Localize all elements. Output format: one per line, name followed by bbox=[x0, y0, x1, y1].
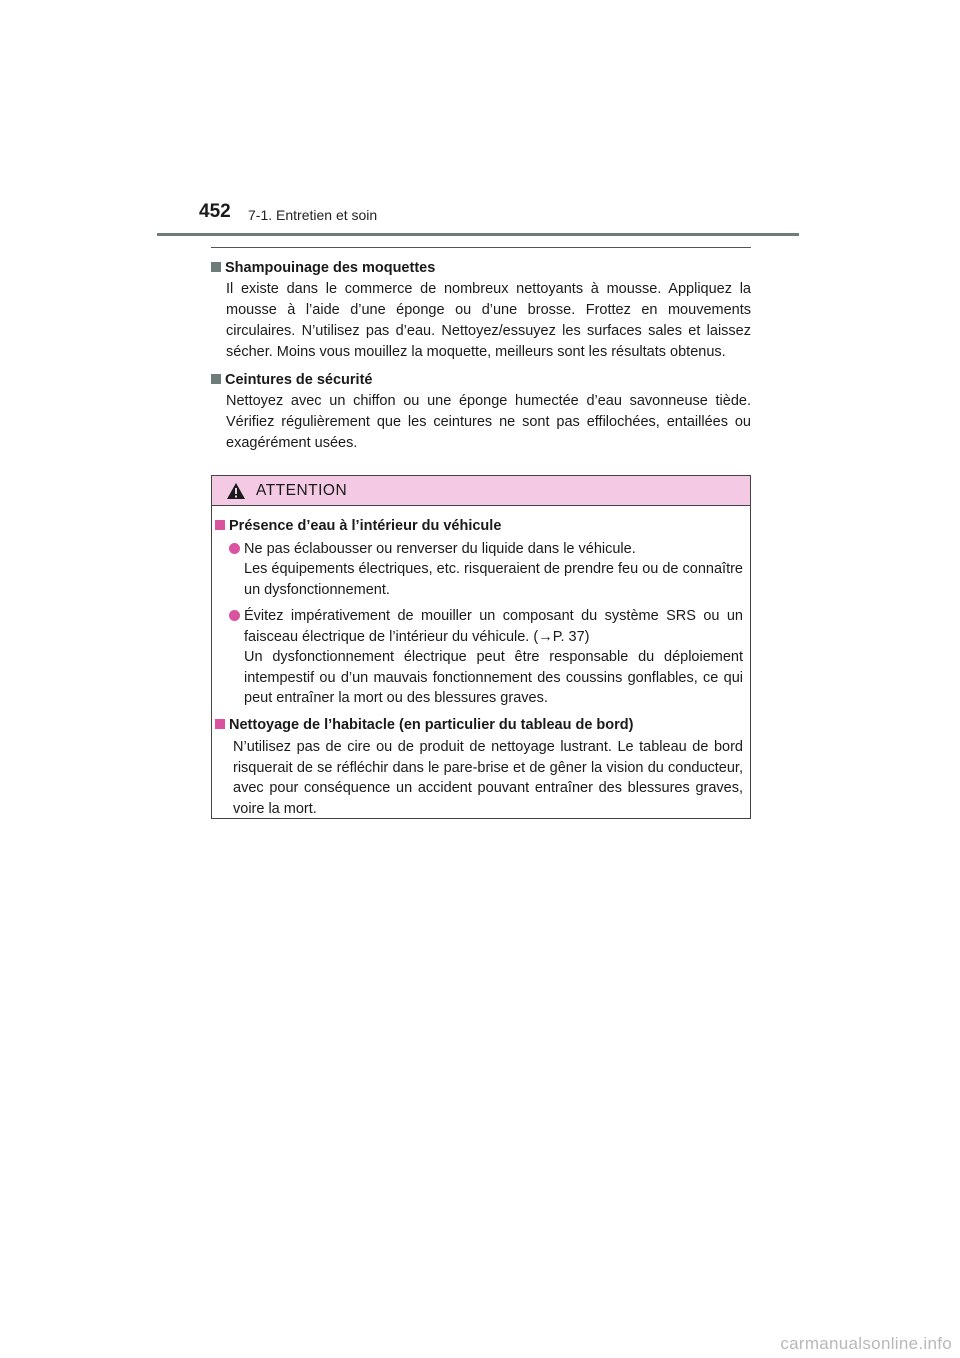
square-bullet-icon bbox=[211, 262, 221, 272]
warning-triangle-icon bbox=[226, 482, 246, 500]
page-number: 452 bbox=[199, 201, 231, 222]
bullet-line: Un dysfonctionnement électrique peut être responsable du déploiement intempestif ou d’un mauvais fonctionnement des coussins gonflables, ce qui peut entraîner la mort ou des blessures graves. bbox=[244, 649, 743, 706]
warning-body bbox=[212, 506, 750, 819]
warning-section-body: N’utilisez pas de cire ou de produit de nettoyage lustrant. Le tableau de bord risquerait de se réfléchir dans le pare-brise et de gêner la vision du conducteur, avec pour conséquence un accident pouvant entraîner des blessures graves, voire la mort. bbox=[233, 739, 743, 817]
bullet-line: Les équipements électriques, etc. risqueraient de prendre feu ou de connaître un dysfonctionnement. bbox=[244, 561, 743, 598]
section-title: Ceintures de sécurité bbox=[225, 372, 373, 388]
square-bullet-icon bbox=[211, 374, 221, 384]
section-body: Il existe dans le commerce de nombreux nettoyants à mousse. Appliquez la mousse à l’aide d’une éponge ou d’une brosse. Frottez en mouvements circulaires. N’utilisez pas d’eau. Nettoyez/essuyez les surfaces sales et laissez sécher. Moins vous mouillez la moquette, meilleurs sont les résultats obtenus. bbox=[226, 281, 751, 360]
warning-header bbox=[212, 476, 750, 506]
warning-section-water bbox=[215, 516, 743, 709]
section-carpet-shampoo bbox=[211, 258, 751, 363]
warning-box bbox=[211, 475, 751, 819]
content-rule bbox=[211, 247, 751, 248]
section-title: Shampouinage des moquettes bbox=[225, 260, 436, 276]
warning-section-title: Nettoyage de l’habitacle (en particulier du tableau de bord) bbox=[229, 716, 634, 733]
bullet-line: Évitez impérativement de mouiller un composant du système SRS ou un faisceau électrique de l’intérieur du véhicule. (→P. 37) bbox=[244, 608, 743, 645]
warning-section-title: Présence d’eau à l’intérieur du véhicule bbox=[229, 518, 502, 534]
dot-bullet-icon bbox=[229, 543, 240, 554]
section-seat-belts bbox=[211, 370, 751, 454]
square-bullet-icon bbox=[215, 719, 225, 729]
section-body: Nettoyez avec un chiffon ou une éponge humectée d’eau savonneuse tiède. Vérifiez régulièrement que les ceintures ne sont pas effilochées, entaillées ou exagérément usées. bbox=[226, 393, 751, 451]
bullet-line: Ne pas éclabousser ou renverser du liquide dans le véhicule. bbox=[244, 540, 636, 557]
bullet-item bbox=[215, 606, 743, 709]
chapter-title: 7-1. Entretien et soin bbox=[248, 207, 378, 223]
bullet-item bbox=[215, 539, 743, 601]
header-rule bbox=[157, 233, 799, 236]
dot-bullet-icon bbox=[229, 610, 240, 621]
main-content bbox=[211, 258, 751, 461]
square-bullet-icon bbox=[215, 520, 225, 530]
warning-title: ATTENTION bbox=[256, 481, 348, 499]
warning-section-cabin-cleaning bbox=[215, 715, 743, 820]
watermark: carmanualsonline.info bbox=[780, 1334, 952, 1353]
